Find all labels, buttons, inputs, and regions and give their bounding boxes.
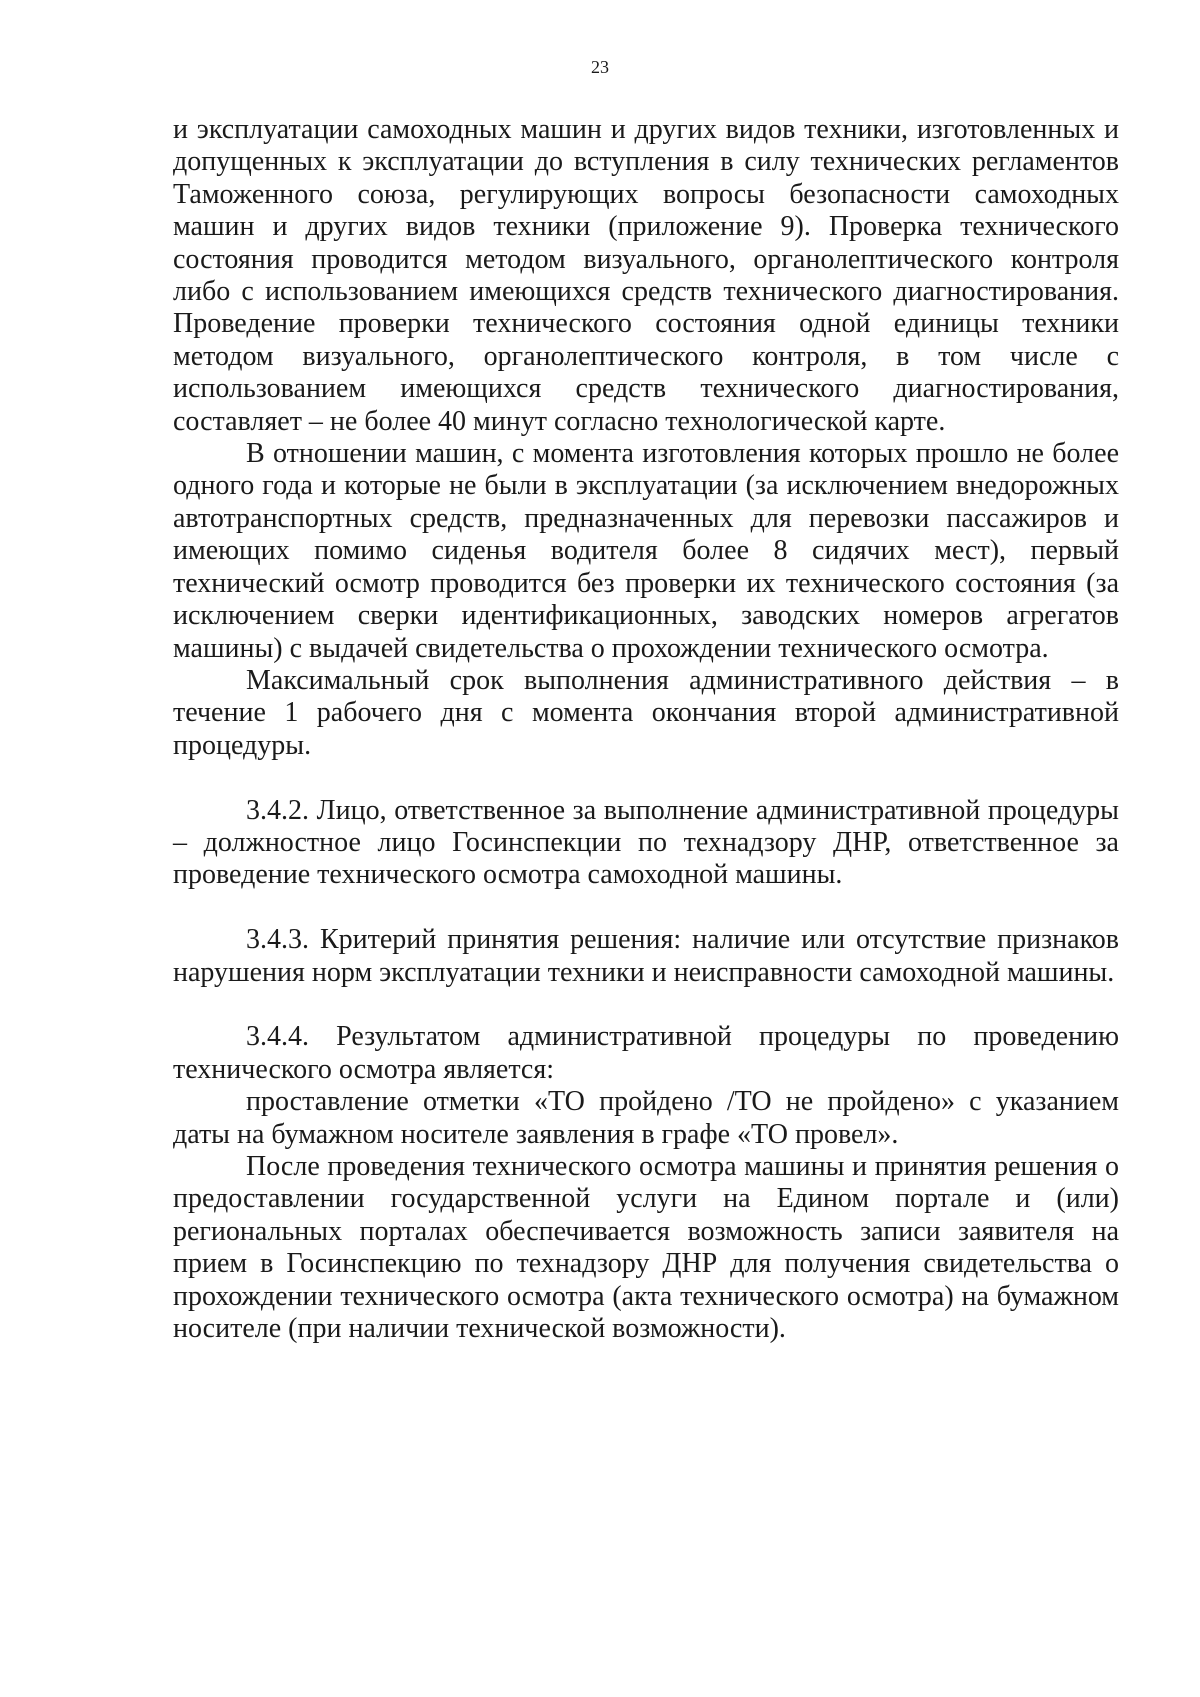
paragraph-section-3-4-2: 3.4.2. Лицо, ответственное за выполнение административной процедуры – должностное лицо Госинспекции по технадзору ДНР, ответственное за проведение технического осмотра самоходной машины. xyxy=(173,794,1119,891)
paragraph-section-3-4-4: 3.4.4. Результатом административной процедуры по проведению технического осмотра является: xyxy=(173,1021,1119,1085)
paragraph: и эксплуатации самоходных машин и других видов техники, изготовленных и допущенных к эксплуатации до вступления в силу технических регламентов Таможенного союза, регулирующих вопросы безопасности самоходных машин и других видов техники (приложение 9). Проверка технического состояния проводится методом визуального, органолептического контроля либо с использованием имеющихся средств технического диагностирования. Проведение проверки технического состояния одной единицы техники методом визуального, органолептического контроля, в том числе с использованием имеющихся средств технического диагностирования, составляет – не более 40 минут согласно технологической карте. xyxy=(173,114,1119,437)
paragraph: проставление отметки «ТО пройдено /ТО не пройдено» с указанием даты на бумажном носителе заявления в графе «ТО провел». xyxy=(173,1086,1119,1150)
paragraph: Максимальный срок выполнения административного действия – в течение 1 рабочего дня с момента окончания второй административной процедуры. xyxy=(173,664,1119,761)
document-body xyxy=(173,114,1119,1345)
paragraph: После проведения технического осмотра машины и принятия решения о предоставлении государственной услуги на Едином портале и (или) региональных порталах обеспечивается возможность записи заявителя на прием в Госинспекцию по технадзору ДНР для получения свидетельства о прохождении технического осмотра (акта технического осмотра) на бумажном носителе (при наличии технической возможности). xyxy=(173,1150,1119,1344)
paragraph: В отношении машин, с момента изготовления которых прошло не более одного года и которые не были в эксплуатации (за исключением внедорожных автотранспортных средств, предназначенных для перевозки пассажиров и имеющих помимо сиденья водителя более 8 сидячих мест), первый технический осмотр проводится без проверки их технического состояния (за исключением сверки идентификационных, заводских номеров агрегатов машины) с выдачей свидетельства о прохождении технического осмотра. xyxy=(173,438,1119,664)
page-number: 23 xyxy=(591,57,609,77)
paragraph-section-3-4-3: 3.4.3. Критерий принятия решения: наличие или отсутствие признаков нарушения норм эксплуатации техники и неисправности самоходной машины. xyxy=(173,924,1119,988)
